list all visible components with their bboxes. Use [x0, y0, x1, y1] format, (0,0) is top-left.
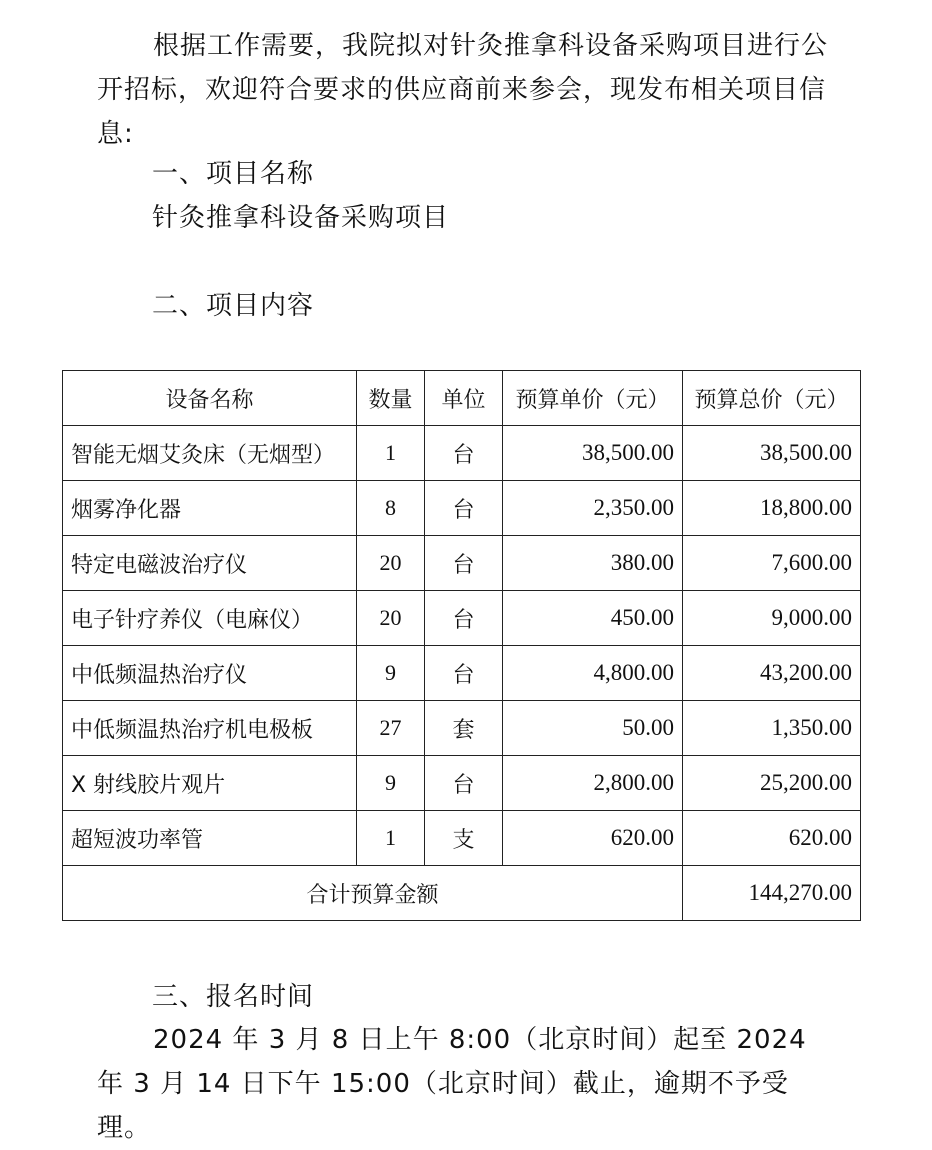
- cell-qty: 1: [357, 811, 425, 866]
- cell-total: 25,200.00: [683, 756, 861, 811]
- cell-price: 2,350.00: [503, 481, 683, 536]
- project-name: 针灸推拿科设备采购项目: [152, 203, 450, 233]
- cell-price: 50.00: [503, 701, 683, 756]
- cell-unit: 台: [425, 481, 503, 536]
- cell-unit: 台: [425, 646, 503, 701]
- cell-total: 9,000.00: [683, 591, 861, 646]
- cell-name: X 射线胶片观片: [63, 756, 357, 811]
- cell-total: 1,350.00: [683, 701, 861, 756]
- header-total-price: 预算总价（元）: [683, 371, 861, 426]
- cell-unit: 支: [425, 811, 503, 866]
- intro-paragraph: 根据工作需要，我院拟对针灸推拿科设备采购项目进行公开招标，欢迎符合要求的供应商前来参会，现发布相关项目信息:: [97, 31, 829, 149]
- cell-unit: 台: [425, 426, 503, 481]
- cell-price: 450.00: [503, 591, 683, 646]
- cell-qty: 9: [357, 756, 425, 811]
- cell-name: 中低频温热治疗机电极板: [63, 701, 357, 756]
- cell-name: 烟雾净化器: [63, 481, 357, 536]
- cell-unit: 套: [425, 701, 503, 756]
- cell-qty: 1: [357, 426, 425, 481]
- cell-total: 43,200.00: [683, 646, 861, 701]
- cell-total: 18,800.00: [683, 481, 861, 536]
- cell-qty: 20: [357, 591, 425, 646]
- cell-price: 380.00: [503, 536, 683, 591]
- cell-total: 38,500.00: [683, 426, 861, 481]
- header-unit-price: 预算单价（元）: [503, 371, 683, 426]
- cell-price: 4,800.00: [503, 646, 683, 701]
- header-unit: 单位: [425, 371, 503, 426]
- table-row: [63, 481, 861, 536]
- cell-total: 620.00: [683, 811, 861, 866]
- cell-name: 电子针疗养仪（电麻仪）: [63, 591, 357, 646]
- total-value: 144,270.00: [683, 866, 861, 921]
- table-row: [63, 646, 861, 701]
- cell-name: 中低频温热治疗仪: [63, 646, 357, 701]
- cell-qty: 27: [357, 701, 425, 756]
- table-row: [63, 756, 861, 811]
- table-row: [63, 701, 861, 756]
- cell-unit: 台: [425, 591, 503, 646]
- header-equipment-name: 设备名称: [63, 371, 357, 426]
- cell-qty: 9: [357, 646, 425, 701]
- cell-total: 7,600.00: [683, 536, 861, 591]
- cell-unit: 台: [425, 536, 503, 591]
- cell-qty: 8: [357, 481, 425, 536]
- equipment-table: [62, 370, 861, 921]
- table-row: [63, 591, 861, 646]
- section-heading-registration-time: 三、报名时间: [152, 982, 315, 1012]
- table-row: [63, 426, 861, 481]
- total-label: 合计预算金额: [63, 866, 683, 921]
- cell-price: 620.00: [503, 811, 683, 866]
- cell-price: 2,800.00: [503, 756, 683, 811]
- cell-price: 38,500.00: [503, 426, 683, 481]
- cell-name: 智能无烟艾灸床（无烟型）: [63, 426, 357, 481]
- total-row: [63, 866, 861, 921]
- cell-name: 超短波功率管: [63, 811, 357, 866]
- table-row: [63, 811, 861, 866]
- table-row: [63, 536, 861, 591]
- section-heading-project-content: 二、项目内容: [152, 291, 315, 321]
- table-header-row: [63, 371, 861, 426]
- cell-qty: 20: [357, 536, 425, 591]
- cell-name: 特定电磁波治疗仪: [63, 536, 357, 591]
- section-heading-project-name: 一、项目名称: [152, 159, 315, 189]
- registration-time-text: 2024 年 3 月 8 日上午 8:00（北京时间）起至 2024 年 3 月 14 日下午 15:00（北京时间）截止，逾期不予受理。: [97, 1025, 807, 1143]
- header-quantity: 数量: [357, 371, 425, 426]
- cell-unit: 台: [425, 756, 503, 811]
